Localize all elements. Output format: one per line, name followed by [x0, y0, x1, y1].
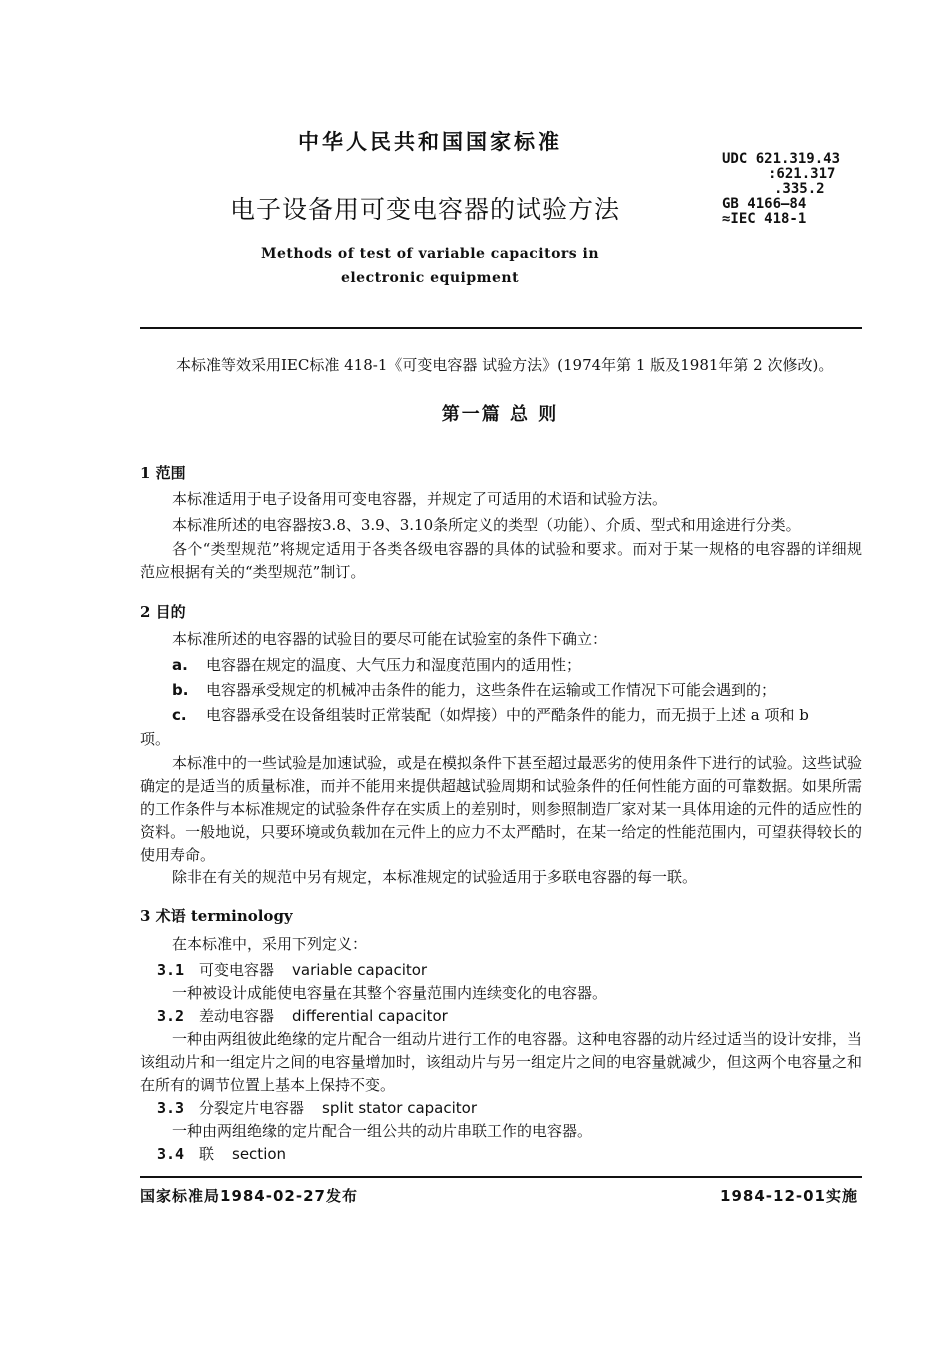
list-text: 电容器承受在设备组装时正常装配（如焊接）中的严酷条件的能力，而无损于上述 a 项和 b	[206, 706, 809, 724]
list-marker: b.	[172, 681, 189, 699]
iec-equivalent: ≈IEC 418-1	[722, 211, 807, 227]
subsection-number: 3.4	[157, 1145, 185, 1163]
term-en: differential capacitor	[292, 1007, 448, 1025]
section-3-heading: 3 术语 terminology	[140, 907, 293, 925]
part-title: 第一篇 总 则	[441, 404, 559, 425]
title-en-line: electronic equipment	[340, 270, 520, 286]
footer-divider	[140, 1176, 862, 1178]
udc-line: .335.2	[774, 181, 825, 197]
list-text: 电容器在规定的温度、大气压力和湿度范围内的适用性；	[206, 656, 582, 674]
term-en: section	[232, 1145, 287, 1163]
term-en: variable capacitor	[292, 961, 428, 979]
subsection-number: 3.3	[157, 1099, 185, 1117]
udc-line: UDC 621.319.43	[722, 151, 841, 167]
paragraph: 除非在有关的规范中另有规定，本标准规定的试验适用于多联电容器的每一联。	[172, 868, 698, 886]
paragraph: 本标准所述的电容器的试验目的要尽可能在试验室的条件下确立：	[172, 630, 608, 648]
effective-date: 1984-12-01实施	[720, 1187, 858, 1205]
term-cn: 联	[199, 1145, 215, 1163]
issue-date: 国家标准局1984-02-27发布	[140, 1187, 358, 1205]
document-title-cn: 电子设备用可变电容器的试验方法	[229, 195, 620, 224]
term-cn: 分裂定片电容器	[199, 1099, 305, 1117]
list-marker: c.	[172, 706, 187, 724]
definition: 一种被设计成能使电容量在其整个容量范围内连续变化的电容器。	[172, 984, 608, 1002]
list-item-c	[172, 704, 809, 725]
subsection-number: 3.1	[157, 961, 185, 979]
section-2-heading: 2 目的	[140, 603, 186, 621]
list-item-c-continuation: 项。	[140, 730, 171, 748]
paragraph: 在本标准中，采用下列定义：	[172, 935, 368, 953]
definition: 一种由两组绝缘的定片配合一组公共的动片串联工作的电容器。	[172, 1122, 593, 1140]
subsection-number: 3.2	[157, 1007, 185, 1025]
subsection-3-1	[157, 959, 427, 980]
title-en-line: Methods of test of variable capacitors in	[260, 246, 600, 262]
paragraph: 本标准所述的电容器按3.8、3.9、3.10条所定义的类型（功能）、介质、型式和用途进行分类。	[172, 516, 801, 534]
term-cn: 可变电容器	[199, 961, 275, 979]
list-text: 电容器承受规定的机械冲击条件的能力，这些条件在运输或工作情况下可能会遇到的；	[206, 681, 777, 699]
paragraph: 各个“类型规范”将规定适用于各类各级电容器的具体的试验和要求。而对于某一规格的电容器的详细规范应根据有关的“类型规范”制订。	[140, 540, 862, 581]
adoption-note: 本标准等效采用IEC标准 418-1《可变电容器 试验方法》(1974年第 1 版及1981年第 2 次修改)。	[176, 356, 834, 374]
header-divider	[140, 327, 862, 329]
paragraph: 本标准中的一些试验是加速试验，或是在模拟条件下甚至超过最恶劣的使用条件下进行的试验。这些试验确定的是适当的质量标准，而并不能用来提供超越试验周期和试验条件的任何性能方面的可靠数据。如果所需的工作条件与本标准规定的试验条件存在实质上的差别时，则参照制造厂家对某一具体用途的元件的适应性的资料。一般地说，只要环境或负载加在元件上的应力不太严酷时，在某一给定的性能范围内，可望获得较长的使用寿命。	[140, 754, 863, 864]
gb-number: GB 4166—84	[722, 196, 807, 212]
term-cn: 差动电容器	[199, 1007, 275, 1025]
udc-line: :621.317	[768, 166, 836, 182]
term-en: split stator capacitor	[322, 1099, 478, 1117]
country-standard-heading: 中华人民共和国国家标准	[298, 130, 562, 154]
section-1-heading: 1 范围	[140, 464, 186, 482]
paragraph: 本标准适用于电子设备用可变电容器，并规定了可适用的术语和试验方法。	[172, 490, 668, 508]
list-item-b	[172, 679, 776, 700]
definition: 一种由两组彼此绝缘的定片配合一组动片进行工作的电容器。这种电容器的动片经过适当的设计安排，当该组动片和一组定片之间的电容量增加时，该组动片与另一组定片之间的电容量就减少，但这两个电容量之和在所有的调节位置上基本上保持不变。	[140, 1030, 863, 1094]
subsection-3-3	[157, 1097, 477, 1118]
subsection-3-2	[157, 1005, 448, 1026]
subsection-3-4	[157, 1143, 286, 1164]
list-item-a	[172, 654, 581, 675]
document-title-en	[0, 242, 860, 290]
list-marker: a.	[172, 656, 188, 674]
